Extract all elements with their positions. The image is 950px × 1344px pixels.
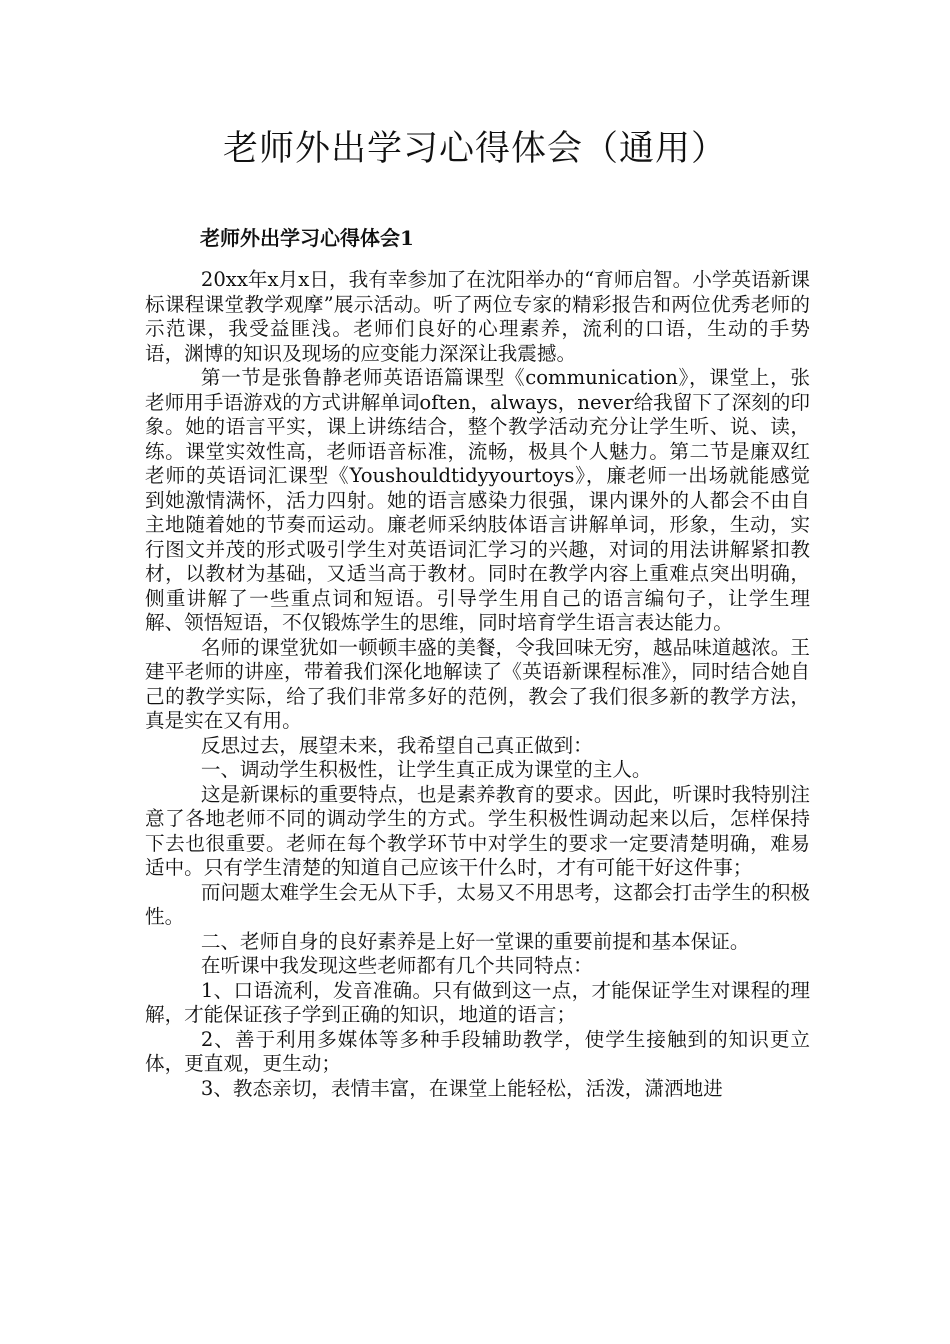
paragraph: 而问题太难学生会无从下手，太易又不用思考，这都会打击学生的积极性。 [145, 880, 810, 928]
paragraph: 20xx年x月x日，我有幸参加了在沈阳举办的“育师启智。小学英语新课标课程课堂教学观摩”展示活动。听了两位专家的精彩报告和两位优秀老师的示范课，我受益匪浅。老师们良好的心理素养，流利的口语，生动的手势语，渊博的知识及现场的应变能力深深让我震撼。 [145, 268, 810, 365]
paragraph: 一、调动学生积极性，让学生真正成为课堂的主人。 [200, 758, 652, 781]
document-body [145, 268, 810, 1101]
paragraph: 第一节是张鲁静老师英语语篇课型《communication》，课堂上，张老师用手语游戏的方式讲解单词often，always，never给我留下了深刻的印象。她的语言平实，课上讲练结合，整个教学活动充分让学生听、说、读，练。课堂实效性高，老师语音标准，流畅，极具个人魅力。第二节是廉双红老师的英语词汇课型《Youshouldtidyyourtoys》，廉老师一出场就能感觉到她激情满怀，活力四射。她的语言感染力很强，课内课外的人都会不由自主地随着她的节奏而运动。廉老师采纳肢体语言讲解单词，形象，生动，实行图文并茂的形式吸引学生对英语词汇学习的兴趣，对词的用法讲解紧扣教材，以教材为基础，又适当高于教材。同时在教学内容上重难点突出明确，侧重讲解了一些重点词和短语。引导学生用自己的语言编句子，让学生理解、领悟短语，不仅锻炼学生的思维，同时培育学生语言表达能力。 [145, 366, 810, 634]
paragraph: 1、口语流利，发音准确。只有做到这一点，才能保证学生对课程的理解，才能保证孩子学到正确的知识，地道的语言； [145, 978, 810, 1026]
paragraph: 2、善于利用多媒体等多种手段辅助教学，使学生接触到的知识更立体，更直观，更生动； [145, 1027, 810, 1075]
paragraph: 3、教态亲切，表情丰富，在课堂上能轻松，活泼，潇洒地进 [200, 1076, 723, 1100]
paragraph: 名师的课堂犹如一顿顿丰盛的美餐，令我回味无穷，越品味道越浓。王建平老师的讲座，带着我们深化地解读了《英语新课程标准》，同时结合她自己的教学实际，给了我们非常多好的范例，教会了我们很多新的教学方法，真是实在又有用。 [145, 635, 810, 732]
document-title: 老师外出学习心得体会（通用） [222, 129, 727, 169]
paragraph: 在听课中我发现这些老师都有几个共同特点： [200, 954, 593, 977]
paragraph: 这是新课标的重要特点，也是素养教育的要求。因此，听课时我特别注意了各地老师不同的调动学生的方式。学生积极性调动起来以后，怎样保持下去也很重要。老师在每个教学环节中对学生的要求一定要清楚明确，难易适中。只有学生清楚的知道自己应该干什么时，才有可能干好这件事； [145, 782, 810, 879]
paragraph: 二、老师自身的良好素养是上好一堂课的重要前提和基本保证。 [200, 929, 750, 953]
paragraph: 反思过去，展望未来，我希望自己真正做到： [200, 733, 593, 757]
section-heading: 老师外出学习心得体会1 [200, 226, 414, 250]
